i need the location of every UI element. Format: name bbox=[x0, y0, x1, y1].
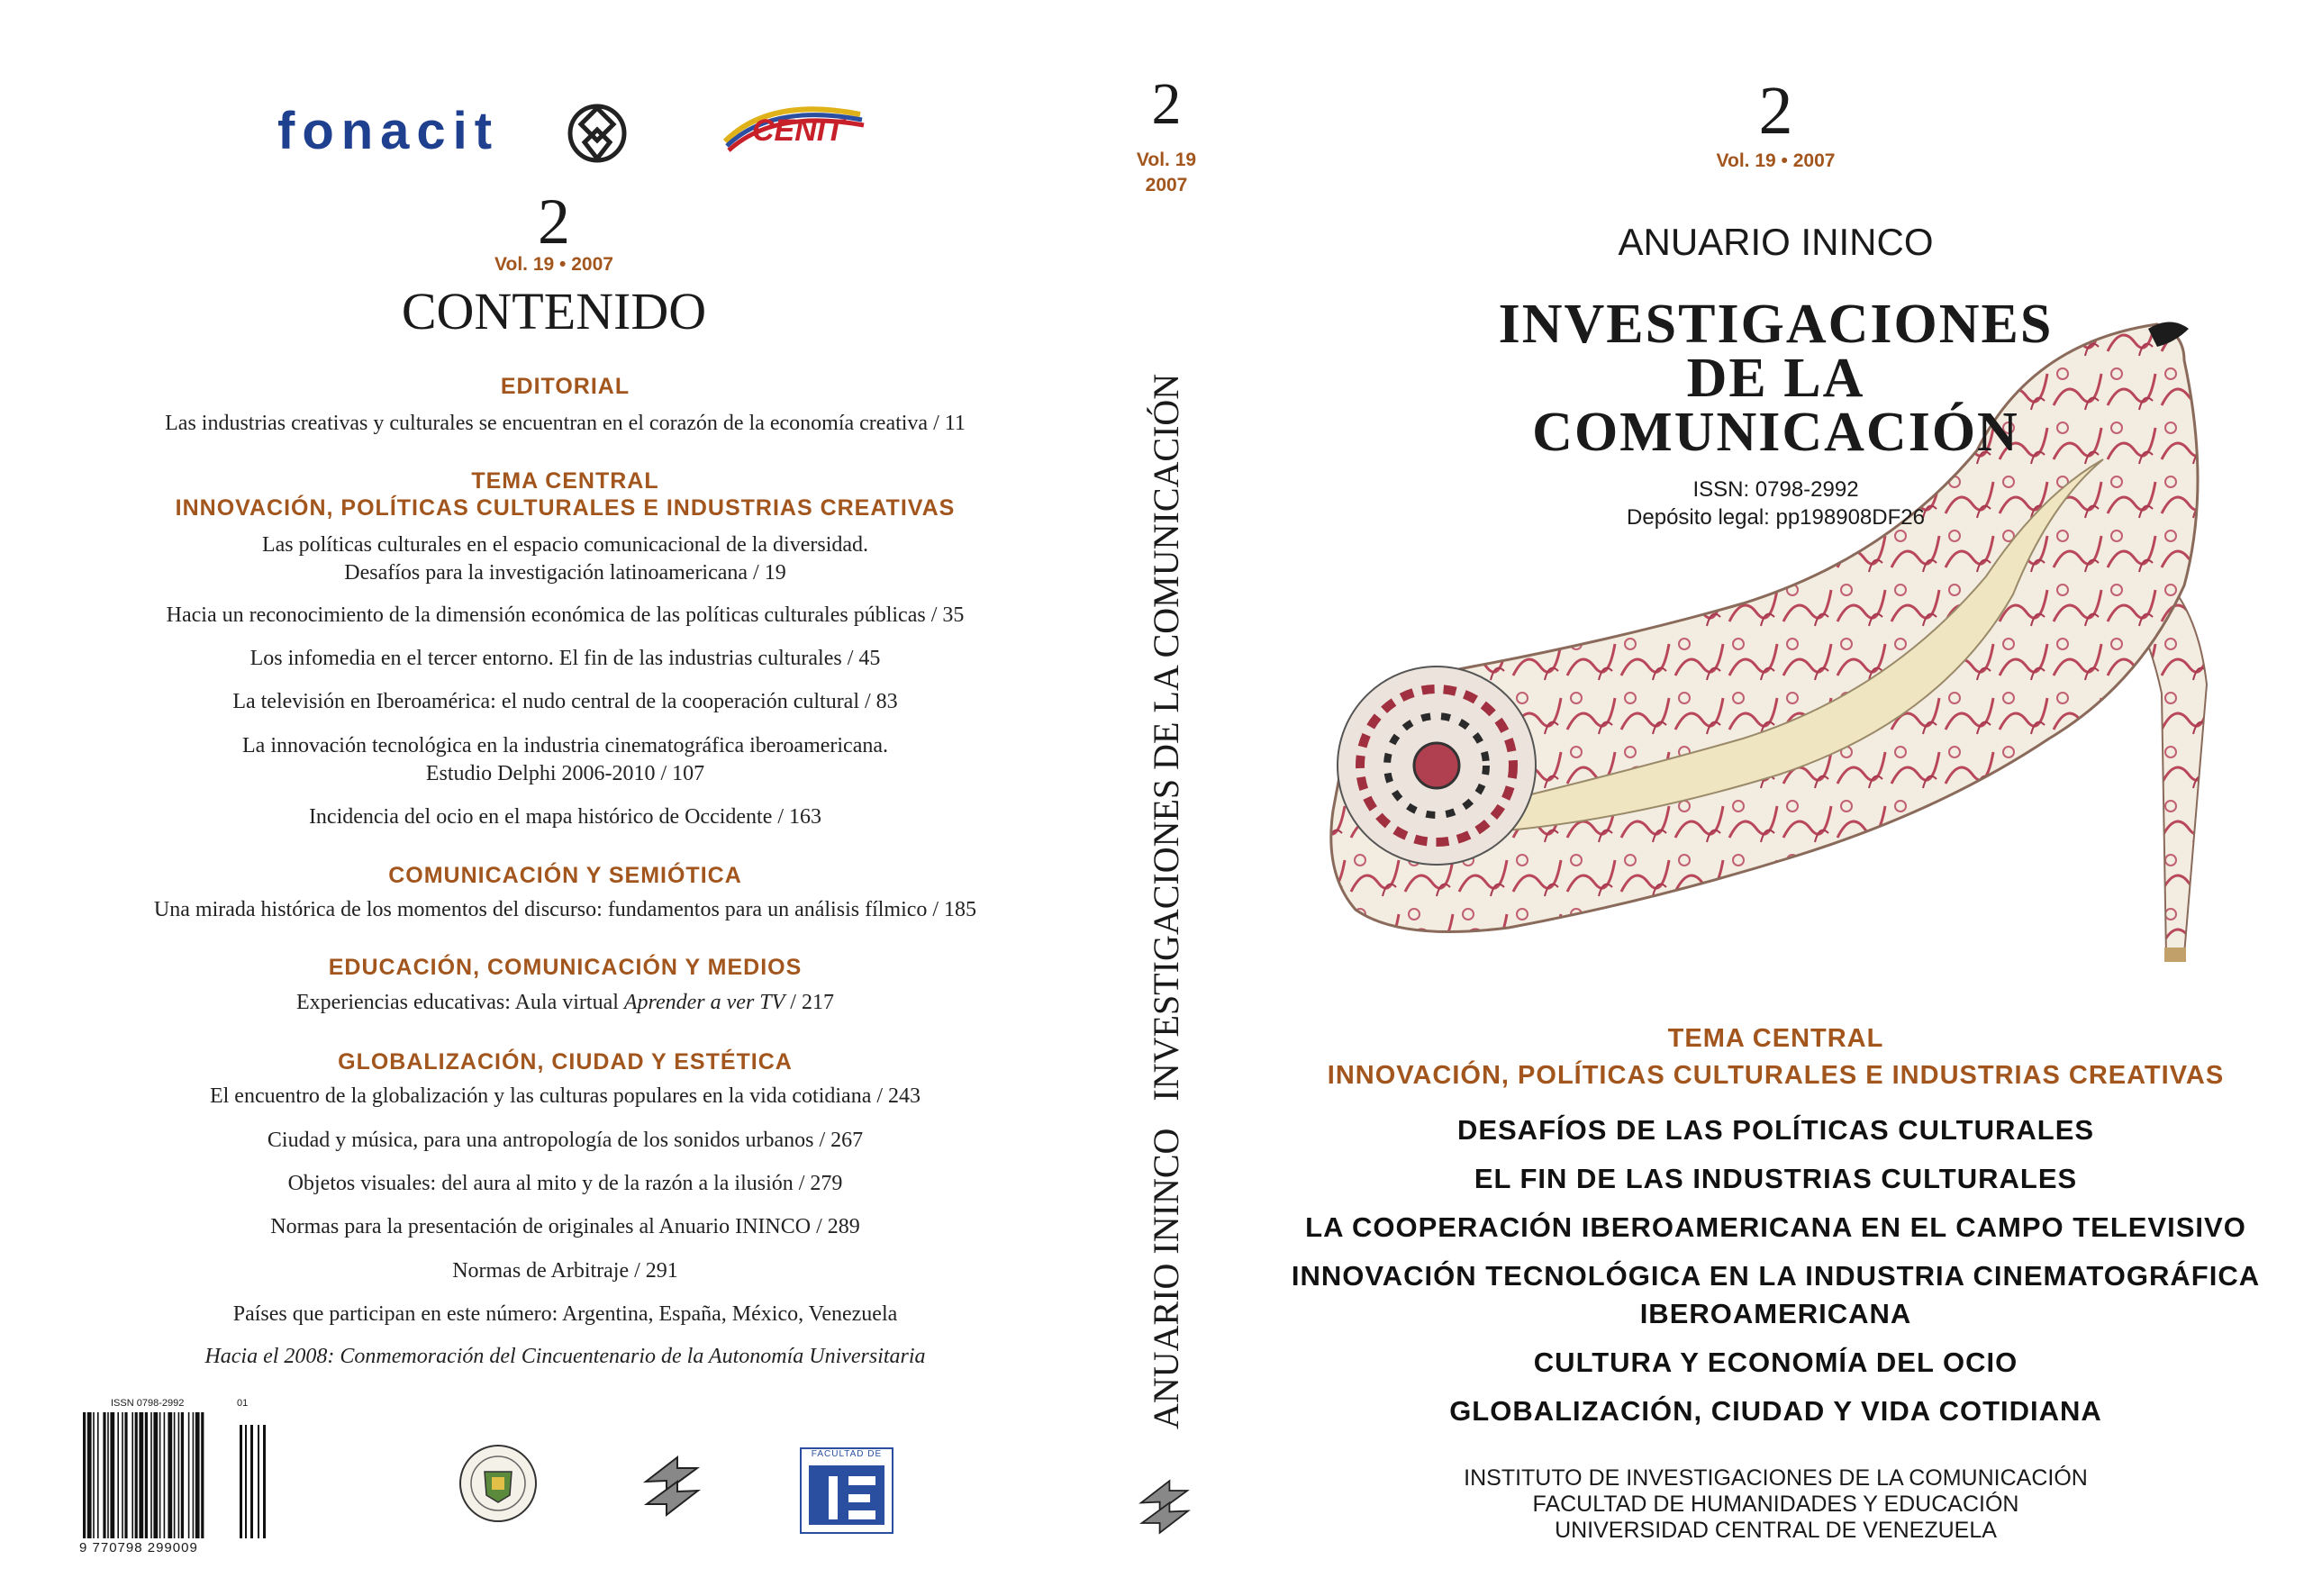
section-head-globalizacion: GLOBALIZACIÓN, CIUDAD Y ESTÉTICA bbox=[338, 1049, 793, 1075]
barcode-bar bbox=[195, 1412, 200, 1538]
section-head-semiotica: COMUNICACIÓN Y SEMIÓTICA bbox=[388, 863, 742, 888]
university-seal-logo bbox=[458, 1443, 539, 1524]
toc-entry: Las industrias creativas y culturales se encuentran en el corazón de la economía creativa / 11 bbox=[165, 412, 966, 435]
barcode-bar bbox=[178, 1412, 180, 1538]
toc-entry: Estudio Delphi 2006-2010 / 107 bbox=[425, 762, 705, 785]
barcode-bar bbox=[83, 1412, 86, 1538]
toc-entry: El encuentro de la globalización y las culturas populares en la vida cotidiana / 243 bbox=[209, 1084, 921, 1108]
cenit-logo-text: CENIT bbox=[752, 113, 844, 148]
toc-entry: Normas de Arbitraje / 291 bbox=[452, 1259, 678, 1283]
toc-entry: Normas para la presentación de originales al Anuario ININCO / 289 bbox=[270, 1215, 860, 1238]
barcode-bar bbox=[117, 1412, 119, 1538]
institution-line: INSTITUTO DE INVESTIGACIONES DE LA COMUNICACIÓN bbox=[1464, 1465, 2088, 1491]
fonacit-logo: fonacit bbox=[277, 102, 500, 160]
toc-entry bbox=[72, 991, 1058, 1015]
barcode-bar bbox=[122, 1412, 123, 1538]
section-head-educacion: EDUCACIÓN, COMUNICACIÓN Y MEDIOS bbox=[328, 955, 803, 980]
section-subhead-tema-central: INNOVACIÓN, POLÍTICAS CULTURALES E INDUSTRIAS CREATIVAS bbox=[175, 495, 956, 521]
barcode-bar bbox=[87, 1412, 92, 1538]
barcode-bar bbox=[139, 1412, 143, 1538]
barcode-addon: 01 bbox=[237, 1398, 249, 1409]
barcode-bar bbox=[201, 1412, 204, 1538]
toc-entry-page: / 217 bbox=[785, 991, 834, 1014]
barcode-bar bbox=[97, 1412, 99, 1538]
spine bbox=[1094, 0, 1238, 1596]
barcode-bar bbox=[145, 1412, 148, 1538]
toc-entry: Países que participan en este número: Argentina, España, México, Venezuela bbox=[232, 1302, 898, 1326]
barcode-addon-bar bbox=[263, 1425, 266, 1538]
barcode-issn: ISSN 0798-2992 bbox=[111, 1398, 185, 1409]
toc-entry: Las políticas culturales en el espacio comunicacional de la diversidad. bbox=[261, 533, 869, 557]
front-tema-central-subtitle: INNOVACIÓN, POLÍTICAS CULTURALES E INDUSTRIAS CREATIVAS bbox=[1327, 1061, 2225, 1090]
cover-topic: INNOVACIÓN TECNOLÓGICA EN LA INDUSTRIA CINEMATOGRÁFICA bbox=[1291, 1260, 2261, 1292]
journal-title-line-1: INVESTIGACIONES bbox=[1498, 294, 2054, 355]
barcode-addon-bar bbox=[240, 1425, 242, 1538]
spine-title: ANUARIO ININCO INVESTIGACIONES DE LA COMUNICACIÓN bbox=[1146, 373, 1186, 1429]
toc-entry-text: Experiencias educativas: Aula virtual bbox=[296, 991, 624, 1014]
cover-topic: GLOBALIZACIÓN, CIUDAD Y VIDA COTIDIANA bbox=[1449, 1395, 2102, 1427]
cover-topic: LA COOPERACIÓN IBEROAMERICANA EN EL CAMPO TELEVISIVO bbox=[1305, 1211, 2246, 1243]
journal-title-line-3: COMUNICACIÓN bbox=[1532, 402, 2019, 463]
front-tema-central: TEMA CENTRAL bbox=[1667, 1024, 1884, 1053]
ininco-arrows-logo bbox=[641, 1450, 703, 1522]
facultad-logo bbox=[800, 1447, 893, 1534]
barcode-addon-bar bbox=[245, 1425, 247, 1538]
back-vol-year: Vol. 19 • 2007 bbox=[494, 254, 613, 275]
cover-topic: CULTURA Y ECONOMÍA DEL OCIO bbox=[1533, 1347, 2018, 1378]
institution-line: UNIVERSIDAD CENTRAL DE VENEZUELA bbox=[1555, 1518, 1997, 1543]
toc-entry: Ciudad y música, para una antropología de los sonidos urbanos / 267 bbox=[267, 1129, 864, 1152]
contents-title: CONTENIDO bbox=[401, 282, 707, 340]
barcode-bar bbox=[93, 1412, 95, 1538]
barcode-bar bbox=[153, 1412, 158, 1538]
toc-entry: La innovación tecnológica en la industria cinematográfica iberoamericana. bbox=[242, 734, 888, 757]
back-issue-number: 2 bbox=[538, 186, 570, 258]
toc-entry: Incidencia del ocio en el mapa histórico de Occidente / 163 bbox=[308, 805, 822, 829]
front-vol-year: Vol. 19 • 2007 bbox=[1716, 150, 1836, 171]
cenit-logo bbox=[716, 101, 869, 155]
barcode-addon-bar bbox=[250, 1425, 253, 1538]
publication-name: ANUARIO ININCO bbox=[1618, 221, 1934, 263]
facultad-logo-bar bbox=[829, 1476, 838, 1519]
facultad-logo-bar bbox=[848, 1494, 870, 1502]
barcode-bar bbox=[188, 1412, 190, 1538]
journal-title-line-2: DE LA bbox=[1686, 348, 1865, 409]
deposito-legal: Depósito legal: pp198908DF26 bbox=[1627, 505, 1925, 530]
toc-entry: La televisión en Iberoamérica: el nudo central de la cooperación cultural / 83 bbox=[232, 690, 898, 713]
toc-entry: Objetos visuales: del aura al mito y de la razón a la ilusión / 279 bbox=[287, 1172, 843, 1195]
barcode-bar bbox=[124, 1412, 127, 1538]
barcode-bar bbox=[110, 1412, 114, 1538]
barcode-bar bbox=[107, 1412, 109, 1538]
barcode-addon-bar bbox=[258, 1425, 259, 1538]
barcode bbox=[79, 1398, 270, 1560]
barcode-digits: 9 770798 299009 bbox=[79, 1540, 198, 1555]
barcode-bar bbox=[150, 1412, 152, 1538]
barcode-bar bbox=[168, 1412, 172, 1538]
toc-entry-italic: Aprender a ver TV bbox=[623, 991, 785, 1014]
facultad-logo-text: FACULTAD DE bbox=[811, 1449, 883, 1459]
cover-topic: DESAFÍOS DE LAS POLÍTICAS CULTURALES bbox=[1456, 1114, 2095, 1146]
cover-topic: EL FIN DE LAS INDUSTRIAS CULTURALES bbox=[1474, 1163, 2078, 1194]
barcode-bar bbox=[181, 1412, 184, 1538]
institution-line: FACULTAD DE HUMANIDADES Y EDUCACIÓN bbox=[1532, 1492, 2019, 1517]
ininco-arrows-logo bbox=[1137, 1474, 1193, 1539]
section-head-tema-central: TEMA CENTRAL bbox=[471, 468, 659, 494]
facultad-logo-bar bbox=[848, 1476, 875, 1485]
cover-topic: IBEROAMERICANA bbox=[1639, 1298, 1912, 1329]
barcode-bar bbox=[193, 1412, 195, 1538]
front-issue-number: 2 bbox=[1758, 73, 1793, 149]
issn: ISSN: 0798-2992 bbox=[1692, 477, 1859, 502]
toc-entry: Una mirada histórica de los momentos del discurso: fundamentos para un análisis fílmico / 185 bbox=[153, 898, 977, 921]
spine-year: 2007 bbox=[1145, 175, 1188, 195]
toc-entry: Los infomedia en el tercer entorno. El fin de las industrias culturales / 45 bbox=[249, 647, 881, 670]
closing-note: Hacia el 2008: Conmemoración del Cincuentenario de la Autonomía Universitaria bbox=[204, 1345, 926, 1368]
emblem-logo bbox=[563, 97, 631, 169]
spine-vol: Vol. 19 bbox=[1136, 150, 1197, 170]
barcode-bar bbox=[132, 1412, 133, 1538]
barcode-bar bbox=[174, 1412, 176, 1538]
barcode-bars bbox=[79, 1412, 270, 1547]
barcode-bar bbox=[135, 1412, 138, 1538]
barcode-bar bbox=[159, 1412, 161, 1538]
back-cover bbox=[0, 0, 1094, 1596]
barcode-bar bbox=[164, 1412, 166, 1538]
section-head-editorial: EDITORIAL bbox=[500, 374, 630, 399]
toc-entry: Desafíos para la investigación latinoamericana / 19 bbox=[344, 561, 786, 585]
toc-entry: Hacia un reconocimiento de la dimensión económica de las políticas culturales públicas / 35 bbox=[166, 603, 965, 627]
front-cover bbox=[1238, 0, 2313, 1596]
spine-issue-number: 2 bbox=[1151, 71, 1182, 137]
facultad-logo-bar bbox=[848, 1510, 875, 1519]
barcode-bar bbox=[103, 1412, 105, 1538]
